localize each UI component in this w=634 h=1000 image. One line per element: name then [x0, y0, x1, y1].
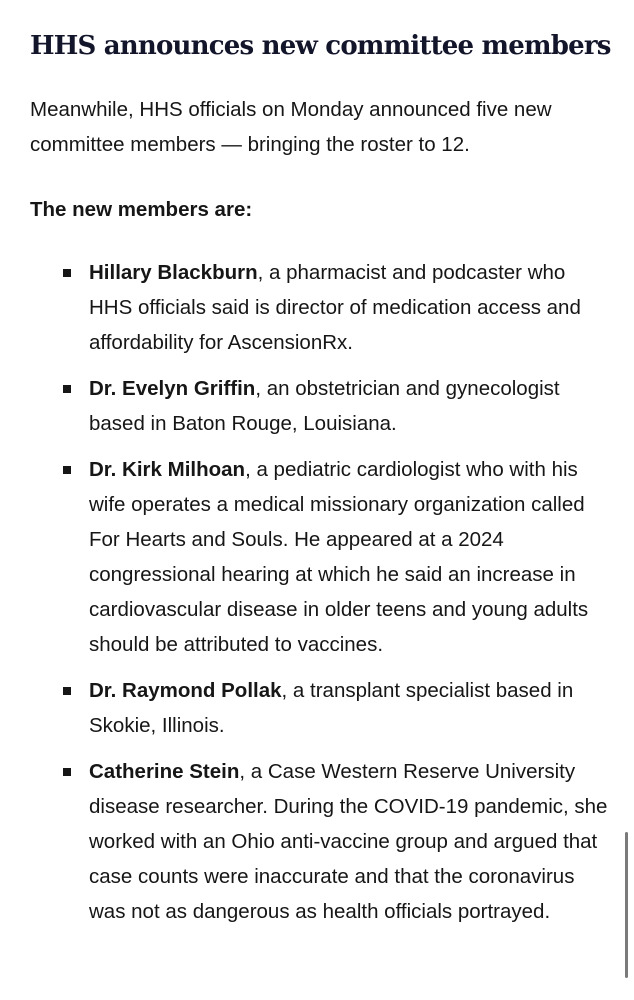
square-bullet-icon [63, 768, 71, 776]
member-name: Catherine Stein [89, 760, 240, 783]
list-item-member-3 [30, 452, 610, 662]
list-item-member-4 [30, 673, 610, 743]
square-bullet-icon [63, 466, 71, 474]
list-item-member-1 [30, 255, 610, 360]
member-description: , a Case Western Reserve University disease researcher. During the COVID-19 pandemic, she worked with an Ohio anti-vaccine group and argued that case counts were inaccurate and that the coronavirus was not as dangerous as health officials portrayed. [89, 760, 608, 923]
members-lead-in: The new members are: [30, 198, 253, 221]
member-name: Hillary Blackburn [89, 261, 258, 284]
list-item-member-2 [30, 371, 610, 441]
square-bullet-icon [63, 385, 71, 393]
member-description: , a pediatric cardiologist who with his wife operates a medical missionary organization called For Hearts and Souls. He appeared at a 2024 congressional hearing at which he said an increase in cardiovascular disease in older teens and young adults should be attributed to vaccines. [89, 458, 589, 656]
section-headline: HHS announces new committee members [30, 31, 611, 61]
list-item-member-5 [30, 754, 610, 929]
square-bullet-icon [63, 687, 71, 695]
square-bullet-icon [63, 269, 71, 277]
intro-paragraph: Meanwhile, HHS officials on Monday announced five new committee members — bringing the roster to 12. [30, 98, 552, 156]
members-list [30, 255, 610, 929]
member-description: , a pharmacist and podcaster who HHS officials said is director of medication access and affordability for AscensionRx. [89, 261, 581, 354]
scrollbar-thumb[interactable] [625, 832, 628, 978]
member-name: Dr. Evelyn Griffin [89, 377, 256, 400]
article-body [30, 22, 610, 940]
member-name: Dr. Kirk Milhoan [89, 458, 246, 481]
member-description: , a transplant specialist based in Skokie, Illinois. [89, 679, 574, 737]
member-name: Dr. Raymond Pollak [89, 679, 282, 702]
member-description: , an obstetrician and gynecologist based in Baton Rouge, Louisiana. [89, 377, 560, 435]
